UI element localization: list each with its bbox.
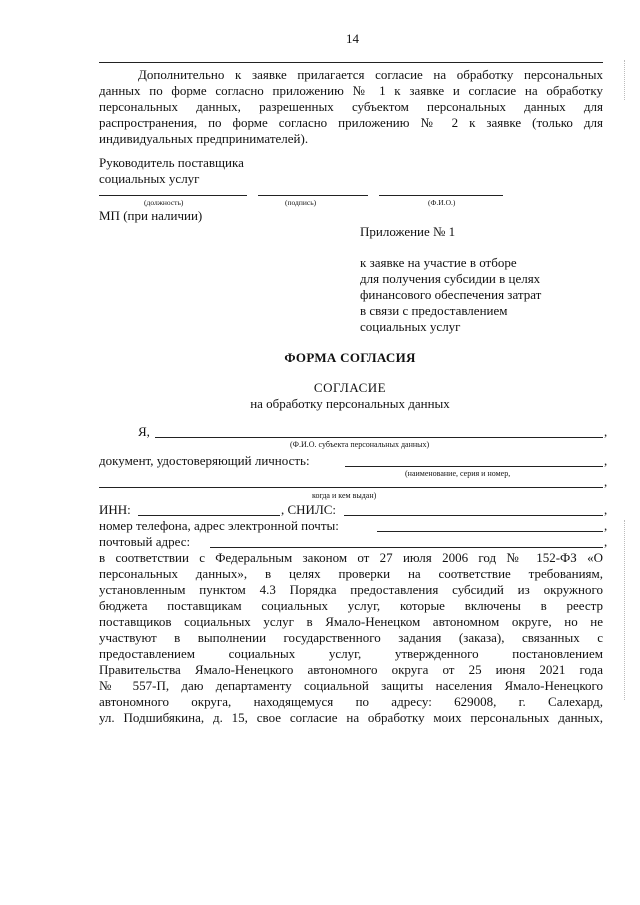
head-label: социальных услуг: [99, 171, 200, 186]
top-rule: [99, 62, 603, 63]
paragraph-line: распространения, по форме согласно приложению № 2 к заявке (только для: [99, 115, 603, 130]
phone-field-line[interactable]: [377, 531, 603, 532]
doc-comma-2: ,: [604, 474, 608, 489]
fio-field-line[interactable]: [155, 437, 603, 438]
doc-label: документ, удостоверяющий личность:: [99, 453, 310, 468]
appendix-line: к заявке на участие в отборе: [360, 255, 517, 270]
inn-label: ИНН:: [99, 502, 131, 517]
phone-label: номер телефона, адрес электронной почты:: [99, 518, 339, 533]
appendix-line: социальных услуг: [360, 319, 461, 334]
signature-line: [258, 195, 368, 196]
fio-field-hint: (Ф.И.О. субъекта персональных данных): [290, 440, 430, 449]
head-label: Руководитель поставщика: [99, 155, 244, 170]
paragraph-line: индивидуальных предпринимателей).: [99, 131, 309, 146]
address-comma: ,: [604, 534, 608, 549]
signature-hint: (подпись): [285, 198, 317, 207]
doc-field-hint: (наименование, серия и номер,: [405, 469, 511, 478]
paragraph-line: данных по форме согласно приложению № 1 к заявке и согласие на обработку: [99, 83, 603, 98]
body-line: № 557-П, даю департаменту социальной защиты населения Ямало-Ненецкого: [99, 678, 603, 693]
consent-subtitle: на обработку персональных данных: [250, 396, 450, 411]
snils-field-line[interactable]: [344, 515, 603, 516]
form-heading: ФОРМА СОГЛАСИЯ: [284, 350, 416, 365]
snils-label: , СНИЛС:: [281, 502, 337, 517]
stamp-label: МП (при наличии): [99, 208, 203, 223]
doc-field-line-2[interactable]: [99, 487, 603, 488]
appendix-line: в связи с предоставлением: [360, 303, 508, 318]
appendix-line: финансового обеспечения затрат: [360, 287, 542, 302]
doc-field-line[interactable]: [345, 466, 603, 467]
body-line: персональных данных», в целях проверки на соответствие требованиям,: [99, 566, 603, 581]
body-line: участвуют в выполнении государственного задания (заказа), связанных с: [99, 630, 603, 645]
inn-field-line[interactable]: [138, 515, 280, 516]
body-line: предоставлением социальных услуг, утвержденного постановлением: [99, 646, 603, 661]
body-line: поставщиков социальных услуг в Ямало-Ненецком автономном округе, но не: [99, 614, 603, 629]
address-field-line[interactable]: [210, 547, 603, 548]
scan-edge: [624, 520, 625, 700]
fio-line: [379, 195, 503, 196]
position-line: [99, 195, 247, 196]
page-number: 14: [346, 31, 359, 46]
body-line: бюджета поставщикам социальных услуг, которые включены в реестр: [99, 598, 603, 613]
body-line: Правительства Ямало-Ненецкого автономного округа от 25 июня 2021 года: [99, 662, 603, 677]
body-line: ул. Подшибякина, д. 15, свое согласие на обработку моих персональных данных,: [99, 710, 603, 725]
body-line: в соответствии с Федеральным законом от 27 июля 2006 год № 152-ФЗ «О: [99, 550, 603, 565]
consent-title: СОГЛАСИЕ: [313, 380, 387, 395]
phone-comma: ,: [604, 518, 608, 533]
address-label: почтовый адрес:: [99, 534, 191, 549]
appendix-line: для получения субсидии в целях: [360, 271, 541, 286]
doc-field-hint-2: когда и кем выдан): [312, 491, 377, 500]
paragraph-line: Дополнительно к заявке прилагается согласие на обработку персональных: [138, 67, 603, 82]
body-line: установленным пунктом 4.3 Порядка предоставления субсидий из окружного: [99, 582, 603, 597]
appendix-title: Приложение № 1: [360, 224, 456, 239]
fio-hint: (Ф.И.О.): [428, 198, 456, 207]
body-line: автономного округа, находящемуся по адресу: 629008, г. Салехард,: [99, 694, 603, 709]
paragraph-line: персональных данных, разрешенных субъектом персональных данных для: [99, 99, 603, 114]
fio-comma: ,: [604, 424, 608, 439]
position-hint: (должность): [144, 198, 184, 207]
snils-comma: ,: [604, 502, 608, 517]
doc-comma: ,: [604, 453, 608, 468]
scan-edge: [624, 60, 625, 100]
i-label: Я,: [138, 424, 150, 439]
